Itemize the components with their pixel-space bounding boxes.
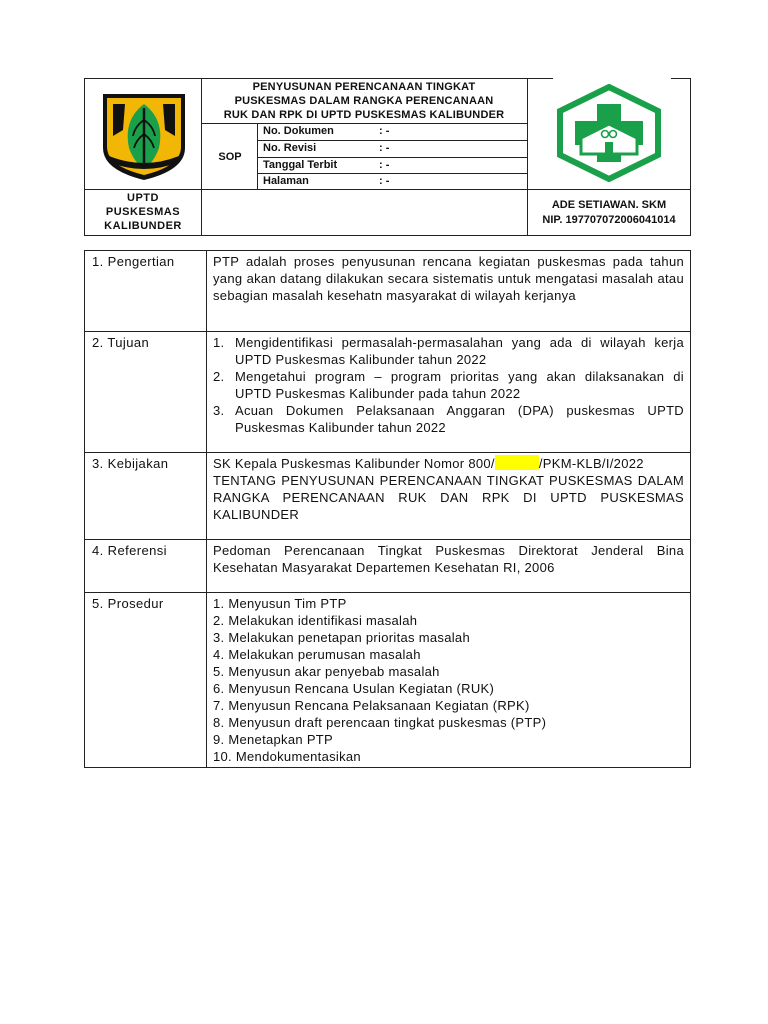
- row-pengertian: [85, 251, 691, 332]
- tujuan-item: 2. Mengetahui program – program prioritas yang akan dilaksanakan di UPTD Puskesmas Kalibunder pada tahun 2022: [213, 369, 684, 401]
- sop-header: [84, 78, 691, 236]
- prosedur-step: 5. Menyusun akar penyebab masalah: [213, 664, 440, 679]
- puskesmas-logo-cell: [527, 78, 691, 190]
- prosedur-step: 10. Mendokumentasikan: [213, 749, 361, 764]
- regency-logo-cell: [84, 78, 202, 190]
- institution-name: UPTD PUSKESMAS KALIBUNDER: [84, 189, 202, 236]
- label-tujuan: 2. Tujuan: [85, 332, 207, 453]
- meta-row-tanggal: Tanggal Terbit : -: [257, 157, 528, 174]
- text-kebijakan: SK Kepala Puskesmas Kalibunder Nomor 800/ /PKM-KLB/I/2022 TENTANG PENYUSUNAN PERENCANAAN TINGKAT PUSKESMAS DALAM RANGKA PERENCANAAN RUK DAN RPK DI UPTD PUSKESMAS KALIBUNDER: [207, 453, 691, 540]
- text-tujuan: [207, 332, 691, 453]
- sop-label: SOP: [201, 123, 258, 190]
- text-pengertian: PTP adalah proses penyusunan rencana kegiatan puskesmas pada tahun yang akan datang dilakukan secara sistematis untuk mengatasi masalah atau sebagian masalah kesehatn masyarakat di wilayah kerjanya: [207, 251, 691, 332]
- prosedur-step: 6. Menyusun Rencana Usulan Kegiatan (RUK): [213, 681, 495, 696]
- label-prosedur: 5. Prosedur: [85, 593, 207, 768]
- label-referensi: 4. Referensi: [85, 540, 207, 593]
- document-title: PENYUSUNAN PERENCANAAN TINGKAT PUSKESMAS DALAM RANGKA PERENCANAAN RUK DAN RPK DI UPTD PUSKESMAS KALIBUNDER: [201, 78, 527, 123]
- sop-content-table: [84, 250, 691, 768]
- label-pengertian: 1. Pengertian: [85, 251, 207, 332]
- regency-emblem-icon: [99, 90, 189, 182]
- row-tujuan: [85, 332, 691, 453]
- tujuan-item: 1. Mengidentifikasi permasalah-permasalahan yang ada di wilayah kerja UPTD Puskesmas Kalibunder tahun 2022: [213, 335, 684, 367]
- prosedur-step: 1. Menyusun Tim PTP: [213, 596, 347, 611]
- prosedur-step: 4. Melakukan perumusan masalah: [213, 647, 421, 662]
- signatory-nip: NIP. 197707072006041014: [542, 214, 676, 226]
- prosedur-step: 9. Menetapkan PTP: [213, 732, 333, 747]
- meta-row-dokumen: No. Dokumen : -: [257, 123, 528, 140]
- meta-row-halaman: Halaman : -: [257, 173, 528, 190]
- text-referensi: Pedoman Perencanaan Tingkat Puskesmas Direktorat Jenderal Bina Kesehatan Masyarakat Departemen Kesehatan RI, 2006: [207, 540, 691, 593]
- empty-cell: [201, 189, 528, 236]
- signatory: [527, 189, 691, 236]
- number-highlight: [495, 455, 539, 470]
- row-kebijakan: [85, 453, 691, 540]
- prosedur-step: 7. Menyusun Rencana Pelaksanaan Kegiatan (RPK): [213, 698, 530, 713]
- signatory-name: ADE SETIAWAN. SKM: [551, 199, 667, 211]
- row-prosedur: [85, 593, 691, 768]
- puskesmas-logo-icon: [553, 84, 665, 182]
- document-meta: [257, 123, 528, 190]
- prosedur-step: 8. Menyusun draft perencaan tingkat puskesmas (PTP): [213, 715, 547, 730]
- prosedur-step: 3. Melakukan penetapan prioritas masalah: [213, 630, 470, 645]
- text-prosedur: [207, 593, 691, 768]
- tujuan-item: 3. Acuan Dokumen Pelaksanaan Anggaran (DPA) puskesmas UPTD Puskesmas Kalibunder tahun 2022: [213, 403, 684, 435]
- prosedur-step: 2. Melakukan identifikasi masalah: [213, 613, 418, 628]
- meta-row-revisi: No. Revisi : -: [257, 140, 528, 157]
- label-kebijakan: 3. Kebijakan: [85, 453, 207, 540]
- row-referensi: [85, 540, 691, 593]
